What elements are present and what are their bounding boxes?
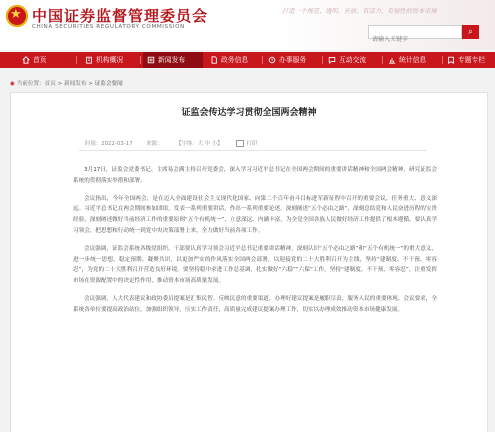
article-date: 时间：2022-03-17 — [85, 141, 133, 147]
print-label: 打印 — [246, 141, 258, 147]
search-icon: ⌕ — [468, 27, 473, 36]
location-pin-icon: ◉ — [10, 81, 15, 87]
search-box — [368, 25, 462, 39]
breadcrumb-prefix: 当前位置： — [16, 81, 45, 87]
building-icon — [85, 56, 93, 64]
article-panel — [10, 92, 488, 432]
news-icon — [147, 56, 155, 64]
national-emblem-icon: ★ — [6, 5, 28, 27]
divider — [79, 150, 427, 151]
site-name[interactable]: 中国证券监督管理委员会 — [32, 7, 209, 25]
breadcrumb-separator: > — [55, 81, 65, 87]
topic-icon — [447, 56, 455, 64]
breadcrumb-home[interactable]: 首页 — [44, 81, 56, 87]
search-button[interactable] — [462, 25, 479, 39]
nav-label: 办事服务 — [279, 56, 307, 64]
article-source: 来源： — [146, 141, 163, 147]
breadcrumb-section[interactable]: 新闻发布 — [64, 81, 87, 87]
home-icon — [22, 56, 30, 64]
nav-label: 机构概况 — [96, 56, 124, 64]
site-slogan: 打造一个规范、透明、开放、有活力、有韧性的资本市场 — [282, 8, 437, 15]
main-nav — [0, 52, 495, 68]
nav-item-news[interactable] — [143, 52, 203, 68]
site-name-english: CHINA SECURITIES REGULATORY COMMISSION — [32, 24, 185, 30]
nav-label: 专题专栏 — [458, 56, 486, 64]
nav-label: 新闻发布 — [158, 56, 186, 64]
breadcrumb-separator: > — [86, 81, 95, 87]
nav-divider — [140, 56, 141, 64]
font-size-control[interactable]: 【字体：大 中 小】 — [176, 141, 223, 147]
nav-label: 统计信息 — [399, 56, 427, 64]
nav-item-topics[interactable] — [447, 52, 485, 68]
nav-label: 首页 — [33, 56, 47, 64]
site-header — [0, 0, 495, 50]
print-icon — [236, 140, 244, 147]
document-icon — [210, 56, 218, 64]
article-paragraph: 会议强调，证监会系统各级党组织、干部要认真学习领会习近平总书记重要讲话精神，深刻认识“五个必由之路”和“五个有机统一”的重大意义，进一步统一思想、稳定预期、凝聚共识，以更加严实的作风落实全国两会部署，以迎接党的二十大胜利召开为主线，坚持“建制度、不干预、零容忍”，为党的二十大胜利召开营造良好环境。要坚持稳中求进工作总基调，扎实做好“六稳”“六保”工作，坚持“建制度、不干预、零容忍”，注重发挥市场在资源配置中的决定性作用，推动资本市场高质量发展。 — [73, 245, 437, 285]
service-icon — [268, 56, 276, 64]
nav-label: 政务信息 — [221, 56, 249, 64]
nav-divider — [76, 56, 77, 64]
article-paragraph: 会议强调，人大代表建议和政协委员提案是汇集民智、反映民意的重要渠道，办理好建议提案是履职尽责、服务人民的重要体现。会议要求，全系统各单位要提高政治站位，加强组织领导，压实工作责任，高质量完成建议提案办理工作，切实以办理成效推动资本市场健康发展。 — [73, 295, 437, 313]
article-paragraph: 3月17日，证监会党委书记、主席易会满主持召开党委会，深入学习习近平总书记在全国两会期间的重要讲话精神和全国两会精神，研究证监会系统的贯彻落实举措和部署。 — [73, 167, 437, 184]
nav-item-services[interactable] — [268, 52, 306, 68]
nav-item-home[interactable] — [22, 52, 47, 68]
print-button[interactable] — [236, 141, 269, 147]
chart-icon — [388, 56, 396, 64]
article-meta — [85, 139, 425, 149]
search-input[interactable] — [369, 34, 463, 46]
nav-item-statistics[interactable] — [388, 52, 426, 68]
nav-divider — [322, 56, 323, 64]
nav-item-about[interactable] — [85, 52, 123, 68]
nav-item-gov-info[interactable] — [210, 52, 248, 68]
nav-label: 互动交流 — [339, 56, 367, 64]
nav-divider — [262, 56, 263, 64]
article-title: 证监会传达学习贯彻全国两会精神 — [181, 108, 317, 118]
article-paragraph: 会议指出，今年全国两会，是在迈入全面建设社会主义现代化国家、向第二个百年奋斗目标进军新征程中召开的重要会议，任务重大、意义深远。习近平总书记在两会期间参加团组，发表一系列重要讲话，作出一系列重要论述。深刻阐述“五个必由之路”，深刻总结党和人民奋进历程的宝贵经验，深刻阐述做好当前经济工作的重要原则“五个有机统一”，立意深远、内涵丰富，为全党全国各族人民做好经济工作提供了根本遵循。要认真学习领会，把思想和行动统一到党中央决策部署上来，全力做好当前各项工作。 — [73, 195, 437, 234]
breadcrumb — [10, 79, 490, 89]
nav-divider — [382, 56, 383, 64]
nav-item-interaction[interactable] — [328, 52, 366, 68]
breadcrumb-current[interactable]: 证监会要闻 — [94, 81, 123, 87]
nav-divider — [442, 56, 443, 64]
chat-icon — [328, 56, 336, 64]
article-body — [73, 165, 437, 323]
